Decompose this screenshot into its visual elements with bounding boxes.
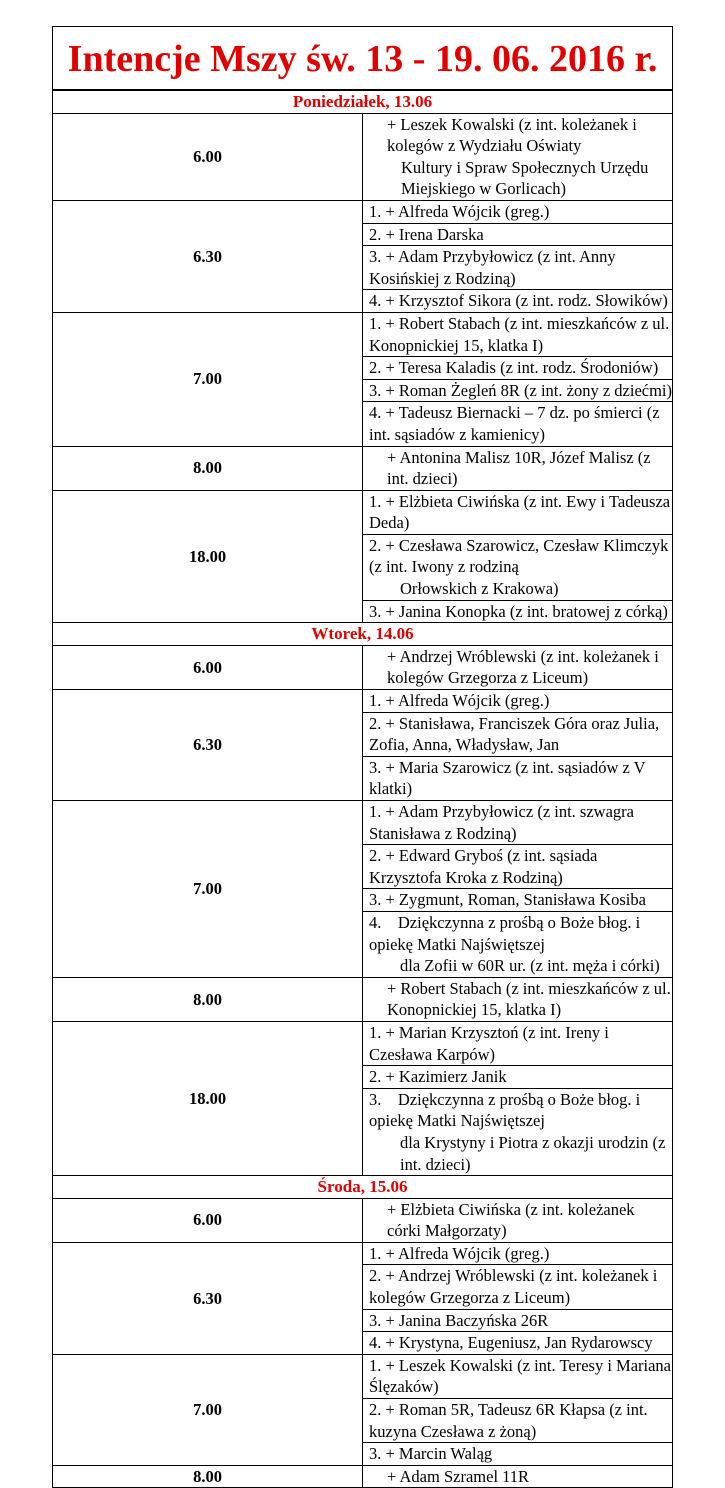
intention-cell — [363, 1309, 673, 1332]
intention-continuation: dla Zofii w 60R ur. (z int. męża i córki) — [400, 956, 660, 976]
mass-time: 7.00 — [53, 312, 363, 446]
intention-text: + Adam Szramel 11R — [387, 1466, 530, 1486]
intention-cell — [363, 1088, 673, 1175]
intention-cell — [363, 357, 673, 380]
intention-text: 1. + Alfreda Wójcik (greg.) — [369, 201, 550, 221]
intention-continuation: Orłowskich z Krakowa) — [400, 579, 559, 599]
intention-text: 1. + Elżbieta Ciwińska (z int. Ewy i Tadeusza Deda) — [369, 491, 675, 533]
intention-text: + Antonina Malisz 10R, Józef Malisz (z int. dzieci) — [387, 447, 655, 489]
intention-row — [53, 1242, 673, 1265]
intention-cell — [363, 911, 673, 977]
intention-text: 1. + Alfreda Wójcik (greg.) — [369, 691, 550, 711]
day-header: Poniedziałek, 13.06 — [53, 91, 673, 114]
intention-text: 3. + Adam Przybyłowicz (z int. Anny Kosińskiej z Rodziną) — [369, 247, 620, 288]
intention-text: 3. + Maria Szarowicz (z int. sąsiadów z V klatki) — [369, 757, 650, 799]
intention-text: 3. + Marcin Waląg — [369, 1444, 493, 1464]
intention-row — [53, 490, 673, 534]
intention-text: 2. + Andrzej Wróblewski (z int. koleżanek i kolegów Grzegorza z Liceum) — [369, 1266, 662, 1308]
intention-text: 3. Dziękczynna z prośbą o Boże błog. i opiekę Matki Najświętszej — [369, 1089, 645, 1131]
intention-cell — [363, 1021, 673, 1065]
intention-row — [53, 1021, 673, 1065]
intention-cell — [363, 402, 673, 446]
mass-time: 6.00 — [53, 1198, 363, 1242]
intention-cell — [363, 1399, 673, 1443]
intention-text: 2. + Teresa Kaladis (z int. rodz. Środoniów) — [369, 358, 659, 378]
intention-text: 2. + Roman 5R, Tadeusz 6R Kłapsa (z int. kuzyna Czesława z żoną) — [369, 1400, 652, 1441]
intentions-table — [52, 90, 676, 1488]
intention-text: 4. + Tadeusz Biernacki – 7 dz. po śmierci (z int. sąsiadów z kamienicy) — [369, 403, 664, 444]
page-title: Intencje Mszy św. 13 - 19. 06. 2016 r. — [52, 26, 673, 90]
intention-row — [53, 1465, 673, 1488]
intention-cell — [363, 977, 673, 1021]
intention-text: + Robert Stabach (z int. mieszkańców z ul. Konopnickiej 15, klatka I) — [387, 978, 675, 1020]
intention-cell — [363, 246, 673, 290]
intention-cell — [363, 1465, 673, 1488]
intention-cell — [363, 1443, 673, 1466]
intention-text: 2. + Kazimierz Janik — [369, 1067, 507, 1087]
intention-text: 4. + Krystyna, Eugeniusz, Jan Rydarowscy — [369, 1333, 653, 1353]
intention-cell — [363, 200, 673, 223]
intention-cell — [363, 756, 673, 800]
mass-time: 8.00 — [53, 446, 363, 490]
intention-cell — [363, 889, 673, 912]
intention-continuation: dla Krystyny i Piotra z okazji urodzin (z int. dzieci) — [400, 1132, 670, 1174]
day-header-row — [53, 623, 673, 646]
intention-row — [53, 113, 673, 200]
intention-row — [53, 977, 673, 1021]
intention-cell — [363, 845, 673, 889]
intention-cell — [363, 534, 673, 600]
intention-cell — [363, 113, 673, 200]
intention-text: 1. + Alfreda Wójcik (greg.) — [369, 1243, 550, 1263]
intention-cell — [363, 1066, 673, 1089]
day-header-row — [53, 91, 673, 114]
intention-row — [53, 1198, 673, 1242]
intention-cell — [363, 1242, 673, 1265]
intention-text: 1. + Leszek Kowalski (z int. Teresy i Mariana Ślęzaków) — [369, 1355, 676, 1397]
intention-text: 2. + Irena Darska — [369, 224, 484, 244]
mass-time: 8.00 — [53, 1465, 363, 1488]
mass-time: 6.30 — [53, 200, 363, 312]
day-header: Wtorek, 14.06 — [53, 623, 673, 646]
mass-time: 6.30 — [53, 1242, 363, 1354]
intention-cell — [363, 690, 673, 713]
intention-cell — [363, 490, 673, 534]
intention-row — [53, 200, 673, 223]
intention-cell — [363, 446, 673, 490]
intention-row — [53, 1354, 673, 1398]
intention-row — [53, 645, 673, 689]
intention-cell — [363, 801, 673, 845]
mass-time: 8.00 — [53, 977, 363, 1021]
intention-cell — [363, 379, 673, 402]
intention-text: 2. + Stanisława, Franciszek Góra oraz Julia, Zofia, Anna, Władysław, Jan — [369, 713, 664, 755]
mass-time: 7.00 — [53, 801, 363, 978]
intention-cell — [363, 290, 673, 313]
intention-text: 3. + Zygmunt, Roman, Stanisława Kosiba — [369, 890, 646, 910]
intention-text: 4. + Krzysztof Sikora (z int. rodz. Słowików) — [369, 291, 668, 311]
intention-row — [53, 690, 673, 713]
intention-text: 4. Dziękczynna z prośbą o Boże błog. i opiekę Matki Najświętszej — [369, 912, 645, 954]
intention-row — [53, 446, 673, 490]
intention-cell — [363, 1265, 673, 1309]
intention-cell — [363, 223, 673, 246]
intention-text: + Andrzej Wróblewski (z int. koleżanek i kolegów Grzegorza z Liceum) — [387, 646, 663, 688]
intention-cell — [363, 712, 673, 756]
day-header: Środa, 15.06 — [53, 1176, 673, 1199]
intention-row — [53, 312, 673, 356]
intention-text: 2. + Czesława Szarowicz, Czesław Klimczyk (z int. Iwony z rodziną — [369, 535, 673, 577]
intention-cell — [363, 1354, 676, 1398]
intention-text: 3. + Janina Baczyńska 26R — [369, 1310, 549, 1330]
mass-time: 6.00 — [53, 645, 363, 689]
intention-row — [53, 801, 673, 845]
day-header-row — [53, 1176, 673, 1199]
intention-cell — [363, 312, 673, 356]
intention-text: 1. + Robert Stabach (z int. mieszkańców z ul. Konopnickiej 15, klatka I) — [369, 313, 674, 355]
intention-cell — [363, 645, 673, 689]
intentions-sheet — [52, 26, 676, 1488]
mass-time: 6.30 — [53, 690, 363, 801]
intention-cell — [363, 1198, 673, 1242]
intention-text: 2. + Edward Gryboś (z int. sąsiada Krzysztofa Kroka z Rodziną) — [369, 846, 602, 887]
intention-text: 3. + Janina Konopka (z int. bratowej z córką) — [369, 601, 668, 621]
intention-text: + Elżbieta Ciwińska (z int. koleżanek córki Małgorzaty) — [387, 1199, 639, 1241]
mass-time: 7.00 — [53, 1354, 363, 1465]
intention-cell — [363, 600, 673, 623]
mass-time: 18.00 — [53, 490, 363, 623]
mass-time: 18.00 — [53, 1021, 363, 1175]
intention-cell — [363, 1332, 673, 1355]
mass-time: 6.00 — [53, 113, 363, 200]
intention-text: + Leszek Kowalski (z int. koleżanek i kolegów z Wydziału Oświaty — [387, 114, 641, 156]
intention-text: 1. + Adam Przybyłowicz (z int. szwagra Stanisława z Rodziną) — [369, 802, 639, 843]
intention-continuation: Kultury i Spraw Społecznych Urzędu Miejskiego w Gorlicach) — [401, 157, 653, 199]
intention-text: 1. + Marian Krzysztoń (z int. Ireny i Czesława Karpów) — [369, 1022, 613, 1064]
intention-text: 3. + Roman Żegleń 8R (z int. żony z dziećmi) — [369, 380, 673, 400]
